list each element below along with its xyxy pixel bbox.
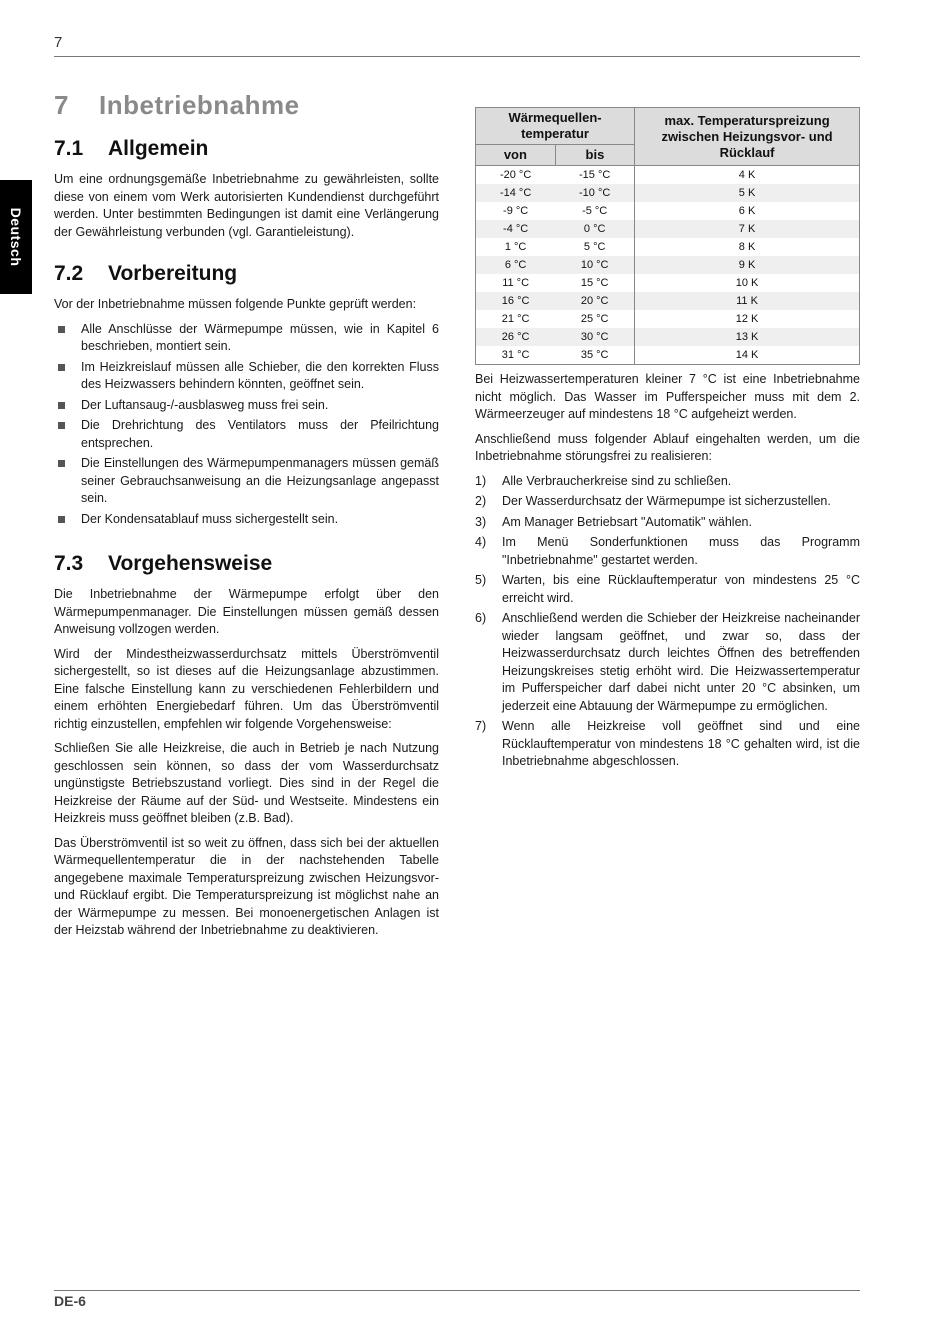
step-number: 4) bbox=[475, 535, 487, 549]
list-item bbox=[475, 572, 860, 607]
paragraph: Um eine ordnungsgemäße Inbetriebnahme zu gewährleisten, sollte diese von einem vom Werk autorisierten Kundendienst durchgeführt werden. Unter bestimmten Bedingungen ist damit eine Verlängerung der Gewährleistung verbunden (vgl. Garantieleistung). bbox=[54, 172, 439, 239]
table-cell-from: 1 °C bbox=[476, 238, 556, 256]
step-text: Warten, bis eine Rücklauftemperatur von mindestens 25 °C erreicht wird. bbox=[502, 573, 860, 605]
table-cell-spread: 9 K bbox=[635, 256, 860, 274]
table-row bbox=[476, 310, 860, 328]
step-text: Alle Verbraucherkreise sind zu schließen. bbox=[502, 473, 732, 488]
section-number: 7.1 bbox=[54, 137, 84, 160]
table-row bbox=[476, 166, 860, 185]
step-text: Anschließend werden die Schieber der Heizkreise nacheinander wieder langsam geöffnet, und zwar so, dass der Heizwasserdurchsatz durch leichtes Öffnen des betreffenden Heizungskreises stetig erhöht wird. Die Heizwassertemperatur im Pufferspeicher darf dabei nicht unter 20 °C absinken, um jederzeit eine Abtauung der Wärmepumpe zu ermöglichen. bbox=[502, 611, 860, 713]
paragraph: Anschließend muss folgender Ablauf eingehalten werden, um die Inbetriebnahme störungsfrei zu realisieren: bbox=[475, 431, 860, 463]
table-cell-from: 31 °C bbox=[476, 346, 556, 365]
header-page-number: 7 bbox=[54, 34, 63, 51]
paragraph: Bei Heizwassertemperaturen kleiner 7 °C ist eine Inbetriebnahme nicht möglich. Das Wasser im Pufferspeicher muss mit dem 2. Wärmeerzeuger auf mindestens 18 °C aufgeheizt werden. bbox=[475, 372, 860, 421]
table-cell-from: 6 °C bbox=[476, 256, 556, 274]
left-column bbox=[54, 90, 439, 947]
step-number: 6) bbox=[475, 611, 487, 625]
table-cell-spread: 12 K bbox=[635, 310, 860, 328]
section-title-7-2 bbox=[54, 262, 439, 286]
table-header-from: von bbox=[476, 145, 556, 166]
list-item bbox=[475, 534, 860, 569]
list-item bbox=[54, 511, 439, 529]
list-item bbox=[475, 610, 860, 715]
table-cell-spread: 13 K bbox=[635, 328, 860, 346]
language-tab bbox=[0, 180, 32, 294]
footer-page-label: DE-6 bbox=[54, 1293, 86, 1309]
list-item bbox=[475, 473, 860, 491]
table-cell-to: -15 °C bbox=[555, 166, 634, 185]
section-number: 7.2 bbox=[54, 262, 84, 285]
table-cell-to: 15 °C bbox=[555, 274, 634, 292]
list-item bbox=[54, 417, 439, 452]
step-text: Wenn alle Heizkreise voll geöffnet sind und eine Rücklauftemperatur von mindestens 18 °C gehalten wird, ist die Inbetriebnahme abgeschlossen. bbox=[502, 719, 860, 768]
table-header-source-temperature: Wärmequellen-temperatur bbox=[476, 108, 635, 145]
language-tab-label: Deutsch bbox=[8, 207, 24, 267]
list-item bbox=[54, 455, 439, 508]
list-item-text: Alle Anschlüsse der Wärmepumpe müssen, wie in Kapitel 6 beschrieben, montiert sein. bbox=[81, 321, 439, 353]
footer-rule bbox=[54, 1290, 860, 1291]
paragraph: Die Inbetriebnahme der Wärmepumpe erfolgt über den Wärmepumpenmanager. Die Einstellungen müssen gemäß dessen Anweisung vollzogen werden. bbox=[54, 587, 439, 636]
table-cell-spread: 11 K bbox=[635, 292, 860, 310]
table-cell-spread: 6 K bbox=[635, 202, 860, 220]
chapter-title bbox=[54, 90, 439, 121]
table-row bbox=[476, 256, 860, 274]
chapter-number: 7 bbox=[54, 90, 69, 120]
table-cell-spread: 8 K bbox=[635, 238, 860, 256]
table-cell-from: -4 °C bbox=[476, 220, 556, 238]
list-item-text: Die Einstellungen des Wärmepumpenmanagers müssen gemäß seiner Gebrauchsanweisung an die Heizungsanlage angepasst sein. bbox=[81, 456, 439, 505]
table-header-max-spread: max. Temperaturspreizung zwischen Heizungsvor- und Rücklauf bbox=[635, 108, 860, 166]
table-cell-to: 0 °C bbox=[555, 220, 634, 238]
square-bullet-icon bbox=[58, 460, 65, 467]
table-cell-from: -14 °C bbox=[476, 184, 556, 202]
list-item-text: Die Drehrichtung des Ventilators muss der Pfeilrichtung entsprechen. bbox=[81, 418, 439, 450]
square-bullet-icon bbox=[58, 422, 65, 429]
table-cell-from: -9 °C bbox=[476, 202, 556, 220]
list-item bbox=[54, 397, 439, 415]
table-row bbox=[476, 292, 860, 310]
list-item-text: Der Luftansaug-/-ausblasweg muss frei sein. bbox=[81, 397, 329, 412]
table-cell-to: 25 °C bbox=[555, 310, 634, 328]
table-cell-from: -20 °C bbox=[476, 166, 556, 185]
table-row bbox=[476, 328, 860, 346]
table-cell-spread: 5 K bbox=[635, 184, 860, 202]
table-cell-from: 21 °C bbox=[476, 310, 556, 328]
table-cell-spread: 10 K bbox=[635, 274, 860, 292]
table-row bbox=[476, 202, 860, 220]
table-row bbox=[476, 274, 860, 292]
step-text: Im Menü Sonderfunktionen muss das Programm "Inbetriebnahme" gestartet werden. bbox=[502, 535, 860, 567]
table-row bbox=[476, 184, 860, 202]
step-number: 3) bbox=[475, 514, 487, 529]
list-item bbox=[475, 718, 860, 771]
paragraph: Vor der Inbetriebnahme müssen folgende Punkte geprüft werden: bbox=[54, 297, 417, 311]
step-number: 1) bbox=[475, 473, 487, 488]
list-item bbox=[475, 493, 860, 511]
table-row bbox=[476, 238, 860, 256]
square-bullet-icon bbox=[58, 364, 65, 371]
list-item bbox=[54, 321, 439, 356]
step-number: 2) bbox=[475, 494, 487, 508]
section-title-7-1 bbox=[54, 137, 439, 161]
table-cell-to: 35 °C bbox=[555, 346, 634, 365]
list-item-text: Der Kondensatablauf muss sichergestellt sein. bbox=[81, 511, 339, 526]
table-cell-to: 30 °C bbox=[555, 328, 634, 346]
step-text: Der Wasserdurchsatz der Wärmepumpe ist sicherzustellen. bbox=[502, 494, 831, 508]
table-cell-spread: 4 K bbox=[635, 166, 860, 185]
square-bullet-icon bbox=[58, 402, 65, 409]
paragraph: Schließen Sie alle Heizkreise, die auch in Betrieb je nach Nutzung geschlossen sein können, so dass der vom Wasserdurchsatz ungünstigste Betriebszustand vorliegt. Dies sind in der Regel die Heizkreise der Räume auf der Süd- und Westseite. Mindestens ein Heizkreis muss geöffnet bleiben (z.B. Bad). bbox=[54, 741, 439, 825]
table-row bbox=[476, 220, 860, 238]
checklist bbox=[54, 321, 439, 529]
table-cell-to: -5 °C bbox=[555, 202, 634, 220]
section-title-text: Allgemein bbox=[108, 137, 209, 160]
right-column bbox=[475, 107, 860, 774]
table-cell-from: 16 °C bbox=[476, 292, 556, 310]
table-cell-spread: 14 K bbox=[635, 346, 860, 365]
table-cell-to: 5 °C bbox=[555, 238, 634, 256]
table-cell-to: 20 °C bbox=[555, 292, 634, 310]
step-text: Am Manager Betriebsart "Automatik" wählen. bbox=[502, 514, 752, 529]
square-bullet-icon bbox=[58, 516, 65, 523]
table-cell-from: 26 °C bbox=[476, 328, 556, 346]
list-item-text: Im Heizkreislauf müssen alle Schieber, die den korrekten Fluss des Heizwassers behindern könnten, geöffnet sein. bbox=[81, 359, 439, 391]
section-title-text: Vorgehensweise bbox=[108, 552, 273, 575]
table-body bbox=[476, 166, 860, 365]
temperature-spread-table bbox=[475, 107, 860, 365]
section-number: 7.3 bbox=[54, 552, 84, 575]
square-bullet-icon bbox=[58, 326, 65, 333]
header-rule bbox=[54, 56, 860, 57]
table-cell-to: -10 °C bbox=[555, 184, 634, 202]
section-title-7-3 bbox=[54, 552, 439, 576]
table-header-to: bis bbox=[555, 145, 634, 166]
table-row bbox=[476, 346, 860, 365]
table-cell-spread: 7 K bbox=[635, 220, 860, 238]
paragraph: Wird der Mindestheizwasserdurchsatz mittels Überströmventil sichergestellt, so ist dieses auf die Heizungsanlage abzustimmen. Eine falsche Einstellung kann zu verschiedenen Fehlerbildern und einem erhöhten Energiebedarf führen. Um das Überströmventil richtig einzustellen, empfehlen wir folgende Vorgehensweise: bbox=[54, 646, 439, 731]
paragraph: Das Überströmventil ist so weit zu öffnen, dass sich bei der aktuellen Wärmequellentemperatur die in der nachstehenden Tabelle angegebene maximale Temperaturspreizung zwischen Heizungsvor- und Rücklauf ergibt. Die Temperaturspreizung ist möglichst nahe an der Wärmepumpe zu messen. Bei monoenergetischen Anlagen ist der Heizstab während der Inbetriebnahme zu deaktivieren. bbox=[54, 835, 439, 937]
list-item bbox=[54, 359, 439, 394]
table-cell-from: 11 °C bbox=[476, 274, 556, 292]
chapter-title-text: Inbetriebnahme bbox=[99, 90, 300, 120]
list-item bbox=[475, 514, 860, 532]
step-number: 7) bbox=[475, 719, 487, 733]
procedure-steps bbox=[475, 473, 860, 771]
section-title-text: Vorbereitung bbox=[108, 262, 238, 285]
table-cell-to: 10 °C bbox=[555, 256, 634, 274]
step-number: 5) bbox=[475, 573, 487, 587]
